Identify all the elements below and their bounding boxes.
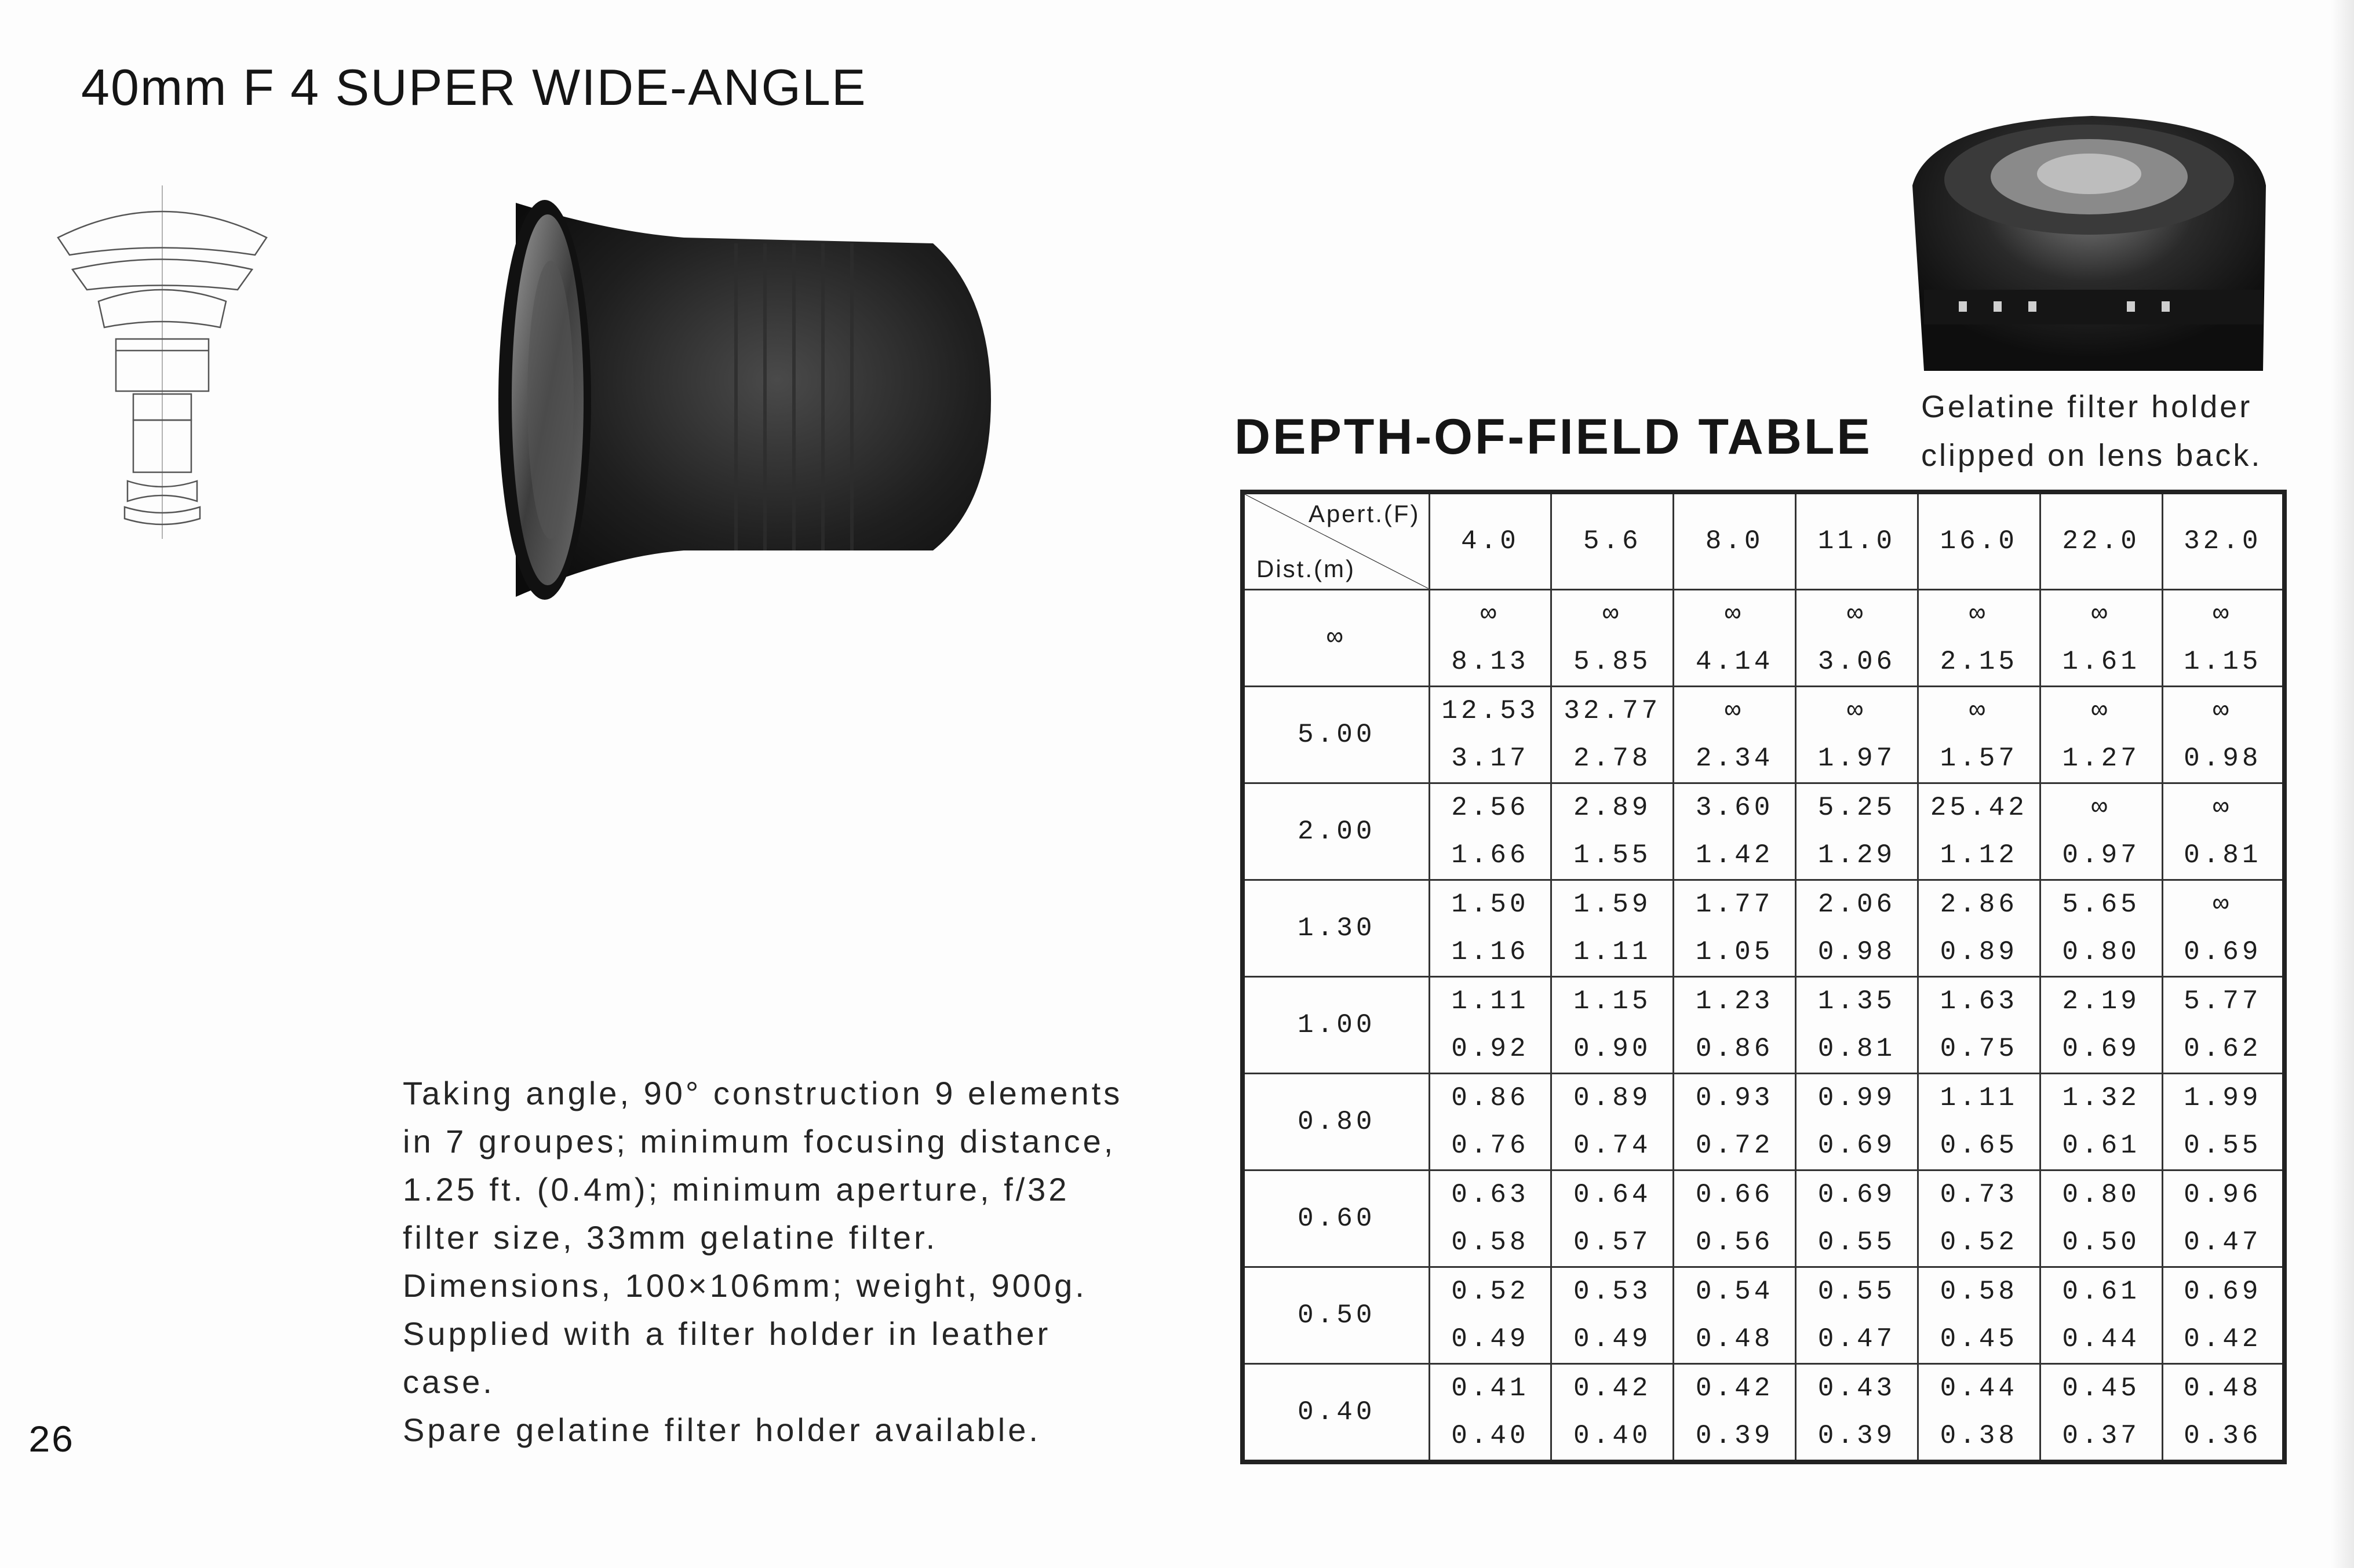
dof-cell	[1429, 880, 1551, 976]
table-row	[1242, 783, 2284, 880]
spec-line: case.	[403, 1363, 495, 1400]
dof-cell	[2040, 1267, 2162, 1363]
far-limit-value: 0.55	[1817, 1276, 1896, 1307]
far-limit-value: 1.32	[2062, 1082, 2140, 1113]
spec-line: Supplied with a filter holder in leather	[403, 1315, 1051, 1352]
near-limit-value: 0.90	[1573, 1033, 1652, 1064]
depth-of-field-table	[1240, 490, 2287, 1464]
near-limit-value: 0.72	[1695, 1130, 1774, 1161]
near-limit-value: 0.62	[2184, 1033, 2262, 1064]
far-limit-value: 0.73	[1940, 1179, 2018, 1210]
aperture-axis-label: Apert.(F)	[1308, 500, 1420, 527]
far-limit-value: 0.53	[1573, 1276, 1652, 1307]
dof-cell	[1429, 976, 1551, 1073]
far-limit-value: 1.59	[1573, 889, 1652, 920]
near-limit-value: 0.45	[1940, 1323, 2018, 1354]
dof-cell	[1918, 589, 2040, 686]
dof-cell	[2162, 1363, 2284, 1462]
aperture-header: 32.0	[2162, 492, 2284, 589]
distance-cell: 0.50	[1242, 1267, 1429, 1363]
far-limit-value: ∞	[2213, 695, 2233, 726]
near-limit-value: 0.92	[1451, 1033, 1529, 1064]
table-row	[1242, 1073, 2284, 1170]
dof-cell	[1429, 589, 1551, 686]
near-limit-value: 2.78	[1573, 743, 1652, 774]
far-limit-value: 0.96	[2184, 1179, 2262, 1210]
near-limit-value: 0.58	[1451, 1227, 1529, 1257]
dof-cell	[2162, 1073, 2284, 1170]
caption-line: clipped on lens back.	[1921, 438, 2262, 473]
far-limit-value: ∞	[2091, 792, 2111, 823]
dof-cell	[2162, 1267, 2284, 1363]
dof-cell	[2040, 686, 2162, 783]
near-limit-value: 1.16	[1451, 936, 1529, 967]
near-limit-value: 1.97	[1817, 743, 1896, 774]
far-limit-value: 0.69	[2184, 1276, 2262, 1307]
far-limit-value: 0.45	[2062, 1373, 2140, 1403]
spec-line: Spare gelatine filter holder available.	[403, 1412, 1041, 1448]
dof-cell	[1796, 1170, 1918, 1267]
dof-cell	[1674, 880, 1796, 976]
dof-cell	[1796, 976, 1918, 1073]
spec-line: in 7 groupes; minimum focusing distance,	[403, 1123, 1116, 1159]
far-limit-value: ∞	[2213, 599, 2233, 629]
far-limit-value: 0.42	[1573, 1373, 1652, 1403]
near-limit-value: 1.12	[1940, 840, 2018, 870]
near-limit-value: 3.17	[1451, 743, 1529, 774]
near-limit-value: 1.57	[1940, 743, 2018, 774]
dof-cell	[1918, 783, 2040, 880]
far-limit-value: 1.11	[1940, 1082, 2018, 1113]
dof-cell	[2162, 976, 2284, 1073]
aperture-header: 22.0	[2040, 492, 2162, 589]
dof-cell	[1796, 783, 1918, 880]
far-limit-value: ∞	[1969, 599, 1989, 629]
far-limit-value: 0.93	[1695, 1082, 1774, 1113]
far-limit-value: 0.99	[1817, 1082, 1896, 1113]
near-limit-value: 0.36	[2184, 1420, 2262, 1451]
dof-cell	[1796, 880, 1918, 976]
near-limit-value: 0.74	[1573, 1130, 1652, 1161]
dof-cell	[2162, 880, 2284, 976]
dof-cell	[2040, 976, 2162, 1073]
near-limit-value: 1.15	[2184, 646, 2262, 677]
near-limit-value: 4.14	[1695, 646, 1774, 677]
spec-line: Taking angle, 90° construction 9 elements	[403, 1075, 1123, 1111]
near-limit-value: 0.81	[2184, 840, 2262, 870]
far-limit-value: 0.64	[1573, 1179, 1652, 1210]
far-limit-value: 32.77	[1564, 695, 1661, 726]
near-limit-value: 0.47	[1817, 1323, 1896, 1354]
near-limit-value: 1.05	[1695, 936, 1774, 967]
far-limit-value: 0.41	[1451, 1373, 1529, 1403]
far-limit-value: ∞	[2091, 695, 2111, 726]
distance-cell: 0.80	[1242, 1073, 1429, 1170]
near-limit-value: 0.38	[1940, 1420, 2018, 1451]
dof-cell	[1674, 1267, 1796, 1363]
far-limit-value: 1.77	[1695, 889, 1774, 920]
dof-cell	[1551, 783, 1674, 880]
far-limit-value: 25.42	[1930, 792, 2028, 823]
near-limit-value: 0.52	[1940, 1227, 2018, 1257]
near-limit-value: 0.40	[1451, 1420, 1529, 1451]
far-limit-value: ∞	[2213, 792, 2233, 823]
dof-cell	[2040, 1170, 2162, 1267]
near-limit-value: 0.40	[1573, 1420, 1652, 1451]
near-limit-value: 0.65	[1940, 1130, 2018, 1161]
table-row	[1242, 1363, 2284, 1462]
far-limit-value: 1.35	[1817, 986, 1896, 1016]
far-limit-value: 0.61	[2062, 1276, 2140, 1307]
dof-cell	[1429, 1170, 1551, 1267]
far-limit-value: ∞	[1480, 599, 1500, 629]
dof-cell	[1674, 1170, 1796, 1267]
near-limit-value: 1.29	[1817, 840, 1896, 870]
aperture-header: 11.0	[1796, 492, 1918, 589]
dof-cell	[1918, 686, 2040, 783]
far-limit-value: 5.77	[2184, 986, 2262, 1016]
far-limit-value: ∞	[2091, 599, 2111, 629]
far-limit-value: 0.58	[1940, 1276, 2018, 1307]
near-limit-value: 5.85	[1573, 646, 1652, 677]
table-header-row	[1242, 492, 2284, 589]
lens-construction-diagram	[46, 185, 278, 545]
dof-cell	[1918, 976, 2040, 1073]
far-limit-value: 0.43	[1817, 1373, 1896, 1403]
far-limit-value: 0.44	[1940, 1373, 2018, 1403]
far-limit-value: 2.19	[2062, 986, 2140, 1016]
near-limit-value: 0.98	[1817, 936, 1896, 967]
dof-cell	[1551, 1267, 1674, 1363]
aperture-header: 4.0	[1429, 492, 1551, 589]
far-limit-value: 0.42	[1695, 1373, 1774, 1403]
dof-cell	[1429, 783, 1551, 880]
dof-cell	[1551, 1170, 1674, 1267]
spec-line: 1.25 ft. (0.4m); minimum aperture, f/32	[403, 1171, 1070, 1208]
far-limit-value: 1.15	[1573, 986, 1652, 1016]
dof-cell	[1796, 1073, 1918, 1170]
near-limit-value: 0.37	[2062, 1420, 2140, 1451]
near-limit-value: 0.89	[1940, 936, 2018, 967]
dof-cell	[2162, 783, 2284, 880]
far-limit-value: ∞	[1969, 695, 1989, 726]
table-row	[1242, 880, 2284, 976]
far-limit-value: 0.52	[1451, 1276, 1529, 1307]
near-limit-value: 0.69	[2062, 1033, 2140, 1064]
near-limit-value: 0.56	[1695, 1227, 1774, 1257]
distance-cell: 1.00	[1242, 976, 1429, 1073]
dof-cell	[2040, 589, 2162, 686]
far-limit-value: ∞	[1602, 599, 1623, 629]
dof-cell	[2040, 1363, 2162, 1462]
near-limit-value: 1.55	[1573, 840, 1652, 870]
near-limit-value: 0.55	[2184, 1130, 2262, 1161]
dof-cell	[1796, 1363, 1918, 1462]
far-limit-value: ∞	[1847, 695, 1867, 726]
near-limit-value: 0.50	[2062, 1227, 2140, 1257]
near-limit-value: 0.48	[1695, 1323, 1774, 1354]
near-limit-value: 2.15	[1940, 646, 2018, 677]
distance-cell: 0.40	[1242, 1363, 1429, 1462]
near-limit-value: 0.75	[1940, 1033, 2018, 1064]
dof-cell	[1551, 880, 1674, 976]
dof-cell	[1674, 976, 1796, 1073]
far-limit-value: ∞	[1847, 599, 1867, 629]
far-limit-value: ∞	[2213, 889, 2233, 920]
far-limit-value: 2.86	[1940, 889, 2018, 920]
near-limit-value: 0.57	[1573, 1227, 1652, 1257]
dof-cell	[1674, 1073, 1796, 1170]
near-limit-value: 8.13	[1451, 646, 1529, 677]
near-limit-value: 0.55	[1817, 1227, 1896, 1257]
far-limit-value: 5.25	[1817, 792, 1896, 823]
dof-cell	[2162, 589, 2284, 686]
distance-cell: 1.30	[1242, 880, 1429, 976]
near-limit-value: 0.39	[1695, 1420, 1774, 1451]
page-edge-shadow	[2331, 0, 2354, 1568]
near-limit-value: 0.81	[1817, 1033, 1896, 1064]
far-limit-value: 5.65	[2062, 889, 2140, 920]
dof-cell	[1429, 1267, 1551, 1363]
lens-photo	[493, 180, 1014, 608]
near-limit-value: 0.49	[1451, 1323, 1529, 1354]
far-limit-value: 2.06	[1817, 889, 1896, 920]
far-limit-value: 3.60	[1695, 792, 1774, 823]
far-limit-value: 0.48	[2184, 1373, 2262, 1403]
far-limit-value: 1.63	[1940, 986, 2018, 1016]
far-limit-value: 1.11	[1451, 986, 1529, 1016]
near-limit-value: 0.61	[2062, 1130, 2140, 1161]
near-limit-value: 1.61	[2062, 646, 2140, 677]
near-limit-value: 1.11	[1573, 936, 1652, 967]
far-limit-value: 0.80	[2062, 1179, 2140, 1210]
far-limit-value: 0.89	[1573, 1082, 1652, 1113]
table-row	[1242, 1267, 2284, 1363]
page-number: 26	[28, 1420, 74, 1463]
distance-cell: ∞	[1242, 589, 1429, 686]
near-limit-value: 0.39	[1817, 1420, 1896, 1451]
dof-cell	[1674, 686, 1796, 783]
table-row	[1242, 589, 2284, 686]
far-limit-value: 1.50	[1451, 889, 1529, 920]
dof-cell	[2040, 1073, 2162, 1170]
lens-specifications	[403, 1069, 1133, 1454]
dof-cell	[1674, 589, 1796, 686]
dof-cell	[1918, 880, 2040, 976]
dof-cell	[1429, 686, 1551, 783]
dof-cell	[1551, 589, 1674, 686]
near-limit-value: 0.44	[2062, 1323, 2140, 1354]
near-limit-value: 1.42	[1695, 840, 1774, 870]
far-limit-value: 0.66	[1695, 1179, 1774, 1210]
distance-cell: 5.00	[1242, 686, 1429, 783]
dof-cell	[1918, 1073, 2040, 1170]
dof-cell	[1674, 1363, 1796, 1462]
far-limit-value: 0.54	[1695, 1276, 1774, 1307]
near-limit-value: 0.69	[2184, 936, 2262, 967]
table-row	[1242, 1170, 2284, 1267]
near-limit-value: 0.49	[1573, 1323, 1652, 1354]
spec-line: Dimensions, 100×106mm; weight, 900g.	[403, 1267, 1087, 1304]
dof-cell	[1551, 686, 1674, 783]
near-limit-value: 0.42	[2184, 1323, 2262, 1354]
dof-cell	[1796, 1267, 1918, 1363]
table-row	[1242, 686, 2284, 783]
far-limit-value: 12.53	[1441, 695, 1539, 726]
far-limit-value: 2.89	[1573, 792, 1652, 823]
far-limit-value: ∞	[1725, 695, 1744, 726]
dof-cell	[1429, 1363, 1551, 1462]
far-limit-value: 0.86	[1451, 1082, 1529, 1113]
far-limit-value: 0.69	[1817, 1179, 1896, 1210]
near-limit-value: 0.97	[2062, 840, 2140, 870]
caption-line: Gelatine filter holder	[1921, 389, 2253, 424]
dof-cell	[1429, 1073, 1551, 1170]
dof-cell	[1918, 1267, 2040, 1363]
dof-cell	[2040, 783, 2162, 880]
near-limit-value: 1.27	[2062, 743, 2140, 774]
filter-holder-photo	[1907, 116, 2272, 377]
page-title: 40mm F 4 SUPER WIDE-ANGLE	[81, 59, 867, 116]
near-limit-value: 0.76	[1451, 1130, 1529, 1161]
dof-cell	[1918, 1170, 2040, 1267]
distance-axis-label: Dist.(m)	[1256, 555, 1355, 582]
near-limit-value: 0.86	[1695, 1033, 1774, 1064]
near-limit-value: 2.34	[1695, 743, 1774, 774]
dof-cell	[2162, 686, 2284, 783]
dof-cell	[1551, 976, 1674, 1073]
aperture-header: 16.0	[1918, 492, 2040, 589]
far-limit-value: 1.23	[1695, 986, 1774, 1016]
far-limit-value: ∞	[1725, 599, 1744, 629]
far-limit-value: 1.99	[2184, 1082, 2262, 1113]
table-corner-header	[1242, 492, 1429, 589]
distance-cell: 2.00	[1242, 783, 1429, 880]
dof-cell	[2162, 1170, 2284, 1267]
distance-cell: 0.60	[1242, 1170, 1429, 1267]
dof-cell	[1674, 783, 1796, 880]
filter-holder-caption	[1921, 382, 2280, 480]
spec-line: filter size, 33mm gelatine filter.	[403, 1219, 938, 1256]
near-limit-value: 1.66	[1451, 840, 1529, 870]
near-limit-value: 0.98	[2184, 743, 2262, 774]
near-limit-value: 3.06	[1817, 646, 1896, 677]
near-limit-value: 0.80	[2062, 936, 2140, 967]
far-limit-value: 2.56	[1451, 792, 1529, 823]
aperture-header: 5.6	[1551, 492, 1674, 589]
near-limit-value: 0.47	[2184, 1227, 2262, 1257]
dof-cell	[1551, 1363, 1674, 1462]
dof-cell	[1796, 589, 1918, 686]
near-limit-value: 0.69	[1817, 1130, 1896, 1161]
aperture-header: 8.0	[1674, 492, 1796, 589]
dof-cell	[1918, 1363, 2040, 1462]
dof-cell	[2040, 880, 2162, 976]
dof-cell	[1551, 1073, 1674, 1170]
far-limit-value: 0.63	[1451, 1179, 1529, 1210]
dof-table-title: DEPTH-OF-FIELD TABLE	[1234, 409, 1872, 465]
dof-cell	[1796, 686, 1918, 783]
table-row	[1242, 976, 2284, 1073]
